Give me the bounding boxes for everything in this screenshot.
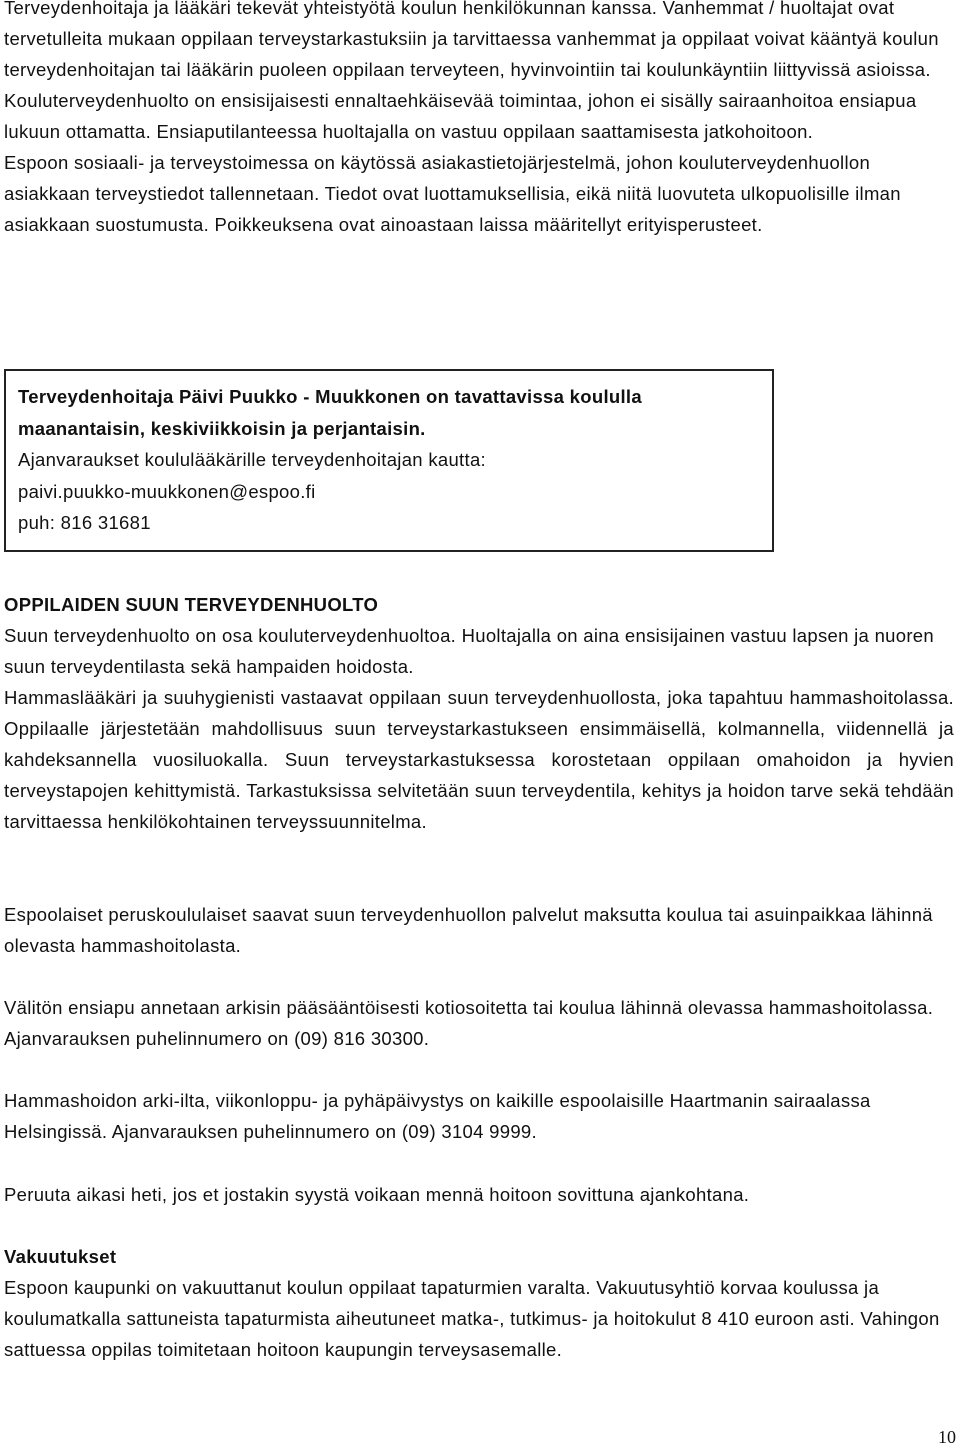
intro-section (4, 0, 954, 240)
intro-paragraph-1: Terveydenhoitaja ja lääkäri tekevät yhteistyötä koulun henkilökunnan kanssa. Vanhemmat / huoltajat ovat tervetulleita mukaan oppilaan terveystarkastuksiin ja tarvittaessa vanhemmat ja oppilaat voivat kääntyä koulun terveydenhoitajan tai lääkärin puoleen oppilaan terveyteen, hyvinvointiin tai koulunkäyntiin liittyvissä asioissa. (4, 0, 939, 80)
insurance-paragraph: Espoon kaupunki on vakuuttanut koulun oppilaat tapaturmien varalta. Vakuutusyhtiö korvaa koulussa ja koulumatkalla sattuneista tapaturmista aiheutuneet matka-, tutkimus- ja hoitokulut 8 410 euroon asti. Vahingon sattuessa oppilas toimitetaan hoitoon kaupungin terveysasemalle. (4, 1277, 940, 1360)
dental-paragraph-2: Hammaslääkäri ja suuhygienisti vastaavat oppilaan suun terveydenhuollosta, joka tapahtuu hammashoitolassa. Oppilaalle järjestetään mahdollisuus suun terveystarkastukseen ensimmäisellä, kolmannella, viidennellä ja kahdeksannella vuosiluokalla. Suun terveystarkastuksessa korostetaan oppilaan omahoidon ja hyvien terveystapojen kehittymistä. Tarkastuksissa selvitetään suun terveydentila, kehitys ja hoidon tarve sekä tehdään tarvittaessa henkilökohtainen terveyssuunnitelma. (4, 687, 954, 832)
dental-cancel (4, 1179, 954, 1210)
dental-paragraph-6: Peruuta aikasi heti, jos et jostakin syystä voikaan mennä hoitoon sovittuna ajankohtana. (4, 1184, 750, 1205)
nurse-contact-box (4, 369, 774, 552)
nurse-phone: puh: 816 31681 (18, 512, 151, 533)
dental-paragraph-5: Hammashoidon arki-ilta, viikonloppu- ja pyhäpäivystys on kaikille espoolaisille Haartmanin sairaalassa Helsingissä. Ajanvarauksen puhelinnumero on (09) 3104 9999. (4, 1090, 871, 1142)
insurance-section (4, 1241, 954, 1365)
appointment-line: Ajanvaraukset koululääkärille terveydenhoitajan kautta: (18, 449, 486, 470)
dental-heading: OPPILAIDEN SUUN TERVEYDENHUOLTO (4, 594, 379, 615)
nurse-availability-line: Terveydenhoitaja Päivi Puukko - Muukkonen on tavattavissa koululla (18, 386, 642, 407)
dental-first-aid (4, 992, 954, 1054)
intro-paragraph-2: Kouluterveydenhuolto on ensisijaisesti ennaltaehkäisevää toimintaa, johon ei sisälly sairaanhoitoa ensiapua lukuun ottamatta. Ensiaputilanteessa huoltajalla on vastuu oppilaan saattamisesta jatkohoitoon. (4, 90, 917, 142)
dental-paragraph-3: Espoolaiset peruskoululaiset saavat suun terveydenhuollon palvelut maksutta koulua tai asuinpaikkaa lähinnä olevasta hammashoitolasta. (4, 904, 933, 956)
insurance-heading: Vakuutukset (4, 1246, 117, 1267)
dental-paragraph-4: Välitön ensiapu annetaan arkisin pääsääntöisesti kotiosoitetta tai koulua lähinnä olevassa hammashoitolassa. Ajanvarauksen puhelinnumero on (09) 816 30300. (4, 997, 934, 1049)
intro-paragraph-3: Espoon sosiaali- ja terveystoimessa on käytössä asiakastietojärjestelmä, johon kouluterveydenhuollon asiakkaan terveystiedot tallennetaan. Tiedot ovat luottamuksellisia, eikä niitä luovuteta ulkopuolisille ilman asiakkaan suostumusta. Poikkeuksena ovat ainoastaan laissa määritellyt erityisperusteet. (4, 152, 901, 235)
nurse-days-line: maanantaisin, keskiviikkoisin ja perjantaisin. (18, 417, 426, 439)
dental-section (4, 589, 954, 837)
dental-emergency (4, 1085, 954, 1147)
dental-free-services (4, 899, 954, 961)
dental-paragraph-1: Suun terveydenhuolto on osa kouluterveydenhuoltoa. Huoltajalla on aina ensisijainen vastuu lapsen ja nuoren suun terveydentilasta sekä hampaiden hoidosta. (4, 625, 934, 677)
page-number: 10 (938, 1427, 956, 1447)
nurse-email[interactable]: paivi.puukko-muukkonen@espoo.fi (18, 480, 316, 502)
